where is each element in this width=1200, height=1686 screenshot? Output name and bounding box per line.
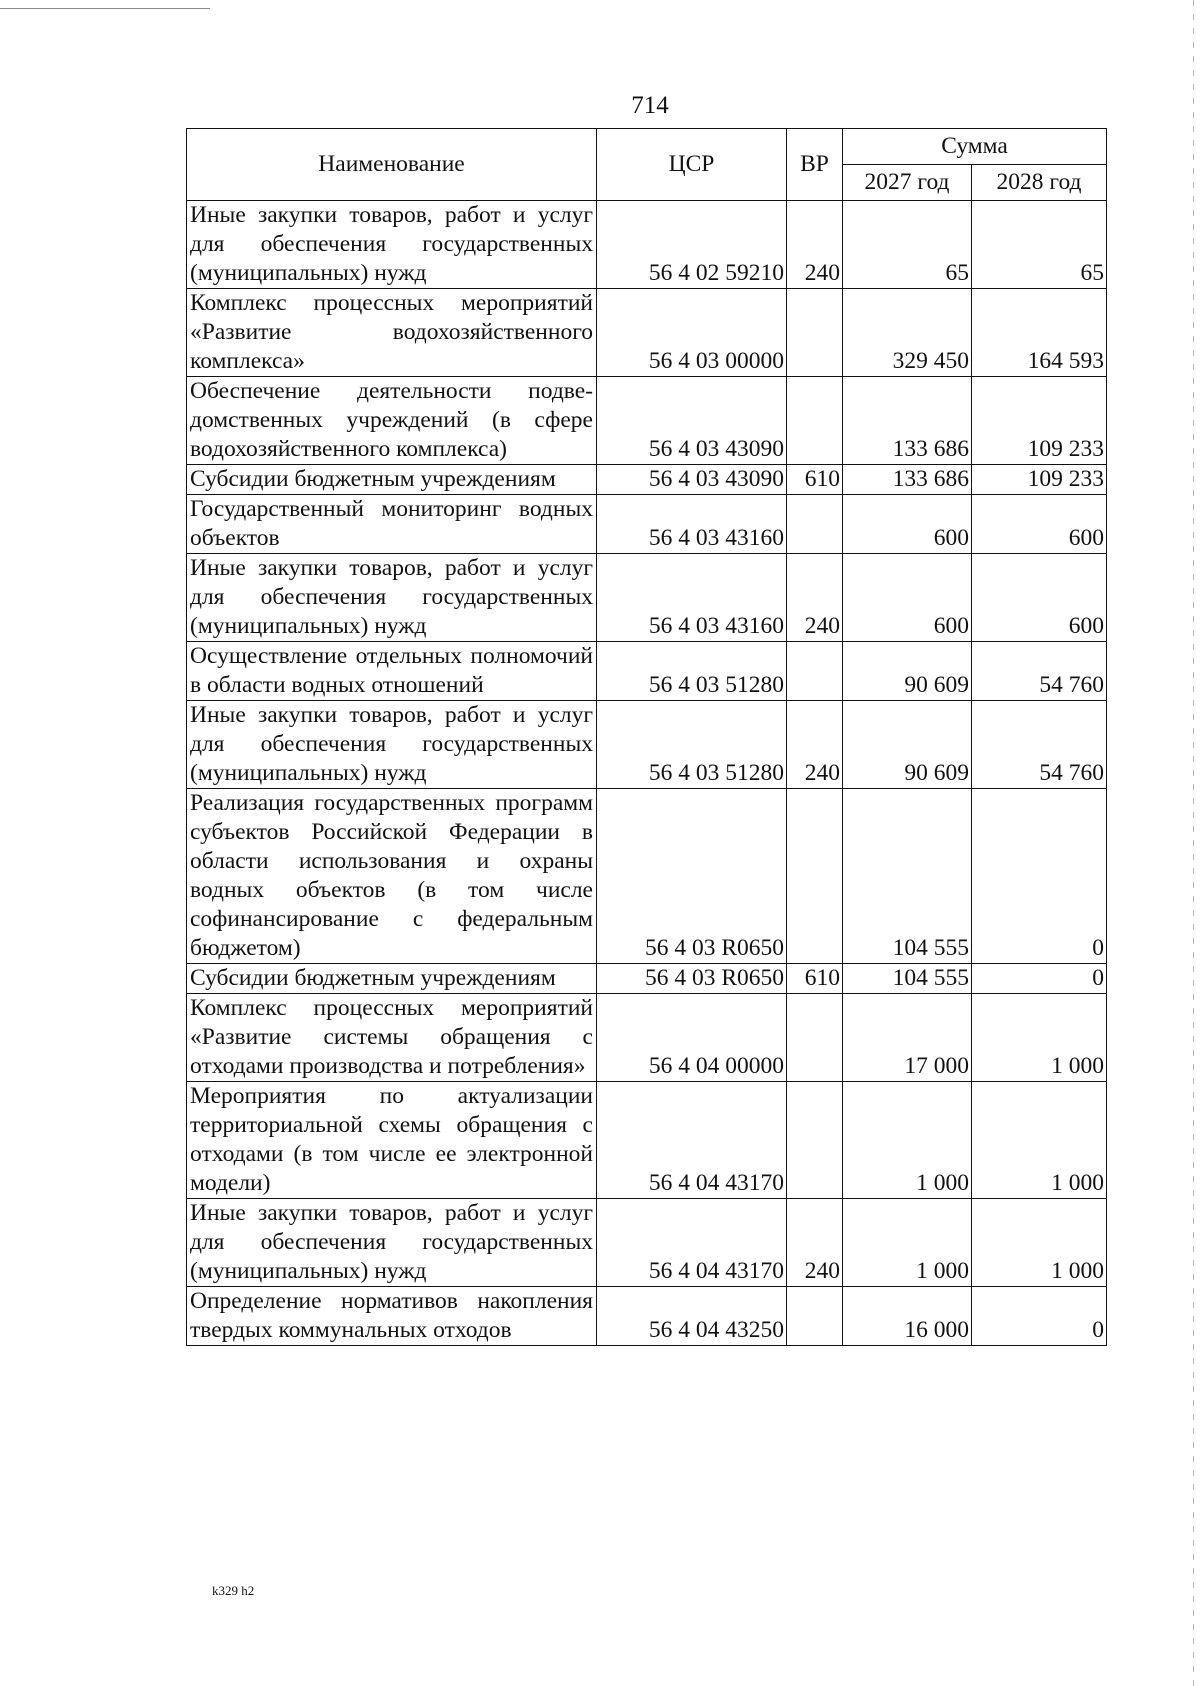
row-vr <box>787 642 843 701</box>
row-sum-2027: 1 000 <box>843 1199 972 1287</box>
row-sum-2028: 109 233 <box>972 377 1107 465</box>
row-sum-2027: 133 686 <box>843 377 972 465</box>
row-csr: 56 4 03 51280 <box>597 642 787 701</box>
header-sum: Сумма <box>843 129 1107 165</box>
row-vr: 610 <box>787 465 843 495</box>
row-vr <box>787 377 843 465</box>
table-row <box>187 377 1107 465</box>
table-body <box>187 201 1107 1346</box>
row-sum-2027: 104 555 <box>843 964 972 994</box>
scan-right-edge <box>1193 0 1194 1686</box>
table-row <box>187 1287 1107 1346</box>
row-vr: 240 <box>787 201 843 289</box>
row-name: Осуществление отдельных полномочий в области водных отношений <box>187 642 597 701</box>
row-sum-2028: 600 <box>972 554 1107 642</box>
row-csr: 56 4 04 43170 <box>597 1082 787 1199</box>
row-name: Государственный мониторинг водных объектов <box>187 495 597 554</box>
row-sum-2027: 90 609 <box>843 642 972 701</box>
row-sum-2028: 600 <box>972 495 1107 554</box>
table-row <box>187 1082 1107 1199</box>
table-row <box>187 289 1107 377</box>
row-vr <box>787 789 843 964</box>
row-sum-2028: 1 000 <box>972 1082 1107 1199</box>
header-vr: ВР <box>787 129 843 201</box>
scan-edge-line <box>0 8 210 9</box>
row-name: Субсидии бюджетным учреждениям <box>187 964 597 994</box>
row-vr: 240 <box>787 701 843 789</box>
row-csr: 56 4 03 43090 <box>597 377 787 465</box>
row-vr <box>787 495 843 554</box>
row-sum-2028: 164 593 <box>972 289 1107 377</box>
row-name: Реализация государственных программ субъектов Российской Федерации в области использования и охраны водных объектов (в том числе софинансирование с федеральным бюджетом) <box>187 789 597 964</box>
row-name: Иные закупки товаров, работ и услуг для обеспечения государственных (муниципальных) нужд <box>187 1199 597 1287</box>
row-sum-2027: 1 000 <box>843 1082 972 1199</box>
row-sum-2027: 17 000 <box>843 994 972 1082</box>
row-vr <box>787 1082 843 1199</box>
footer-code: k329 h2 <box>212 1583 255 1598</box>
row-sum-2027: 133 686 <box>843 465 972 495</box>
row-csr: 56 4 03 43160 <box>597 495 787 554</box>
page-number: 714 <box>631 92 669 119</box>
table-row <box>187 964 1107 994</box>
table-header <box>187 129 1107 201</box>
row-csr: 56 4 04 43250 <box>597 1287 787 1346</box>
row-csr: 56 4 03 R0650 <box>597 964 787 994</box>
row-vr: 240 <box>787 554 843 642</box>
table-row <box>187 701 1107 789</box>
row-csr: 56 4 02 59210 <box>597 201 787 289</box>
row-name: Субсидии бюджетным учреждениям <box>187 465 597 495</box>
row-sum-2028: 0 <box>972 1287 1107 1346</box>
table-row <box>187 642 1107 701</box>
table-row <box>187 994 1107 1082</box>
row-vr <box>787 1287 843 1346</box>
row-csr: 56 4 03 51280 <box>597 701 787 789</box>
row-sum-2028: 65 <box>972 201 1107 289</box>
row-name: Обеспечение деятельности подведомственных учреждений (в сфере водохозяйственного комплекса) <box>187 377 597 465</box>
header-name: Наименование <box>187 129 597 201</box>
row-sum-2028: 1 000 <box>972 1199 1107 1287</box>
row-csr: 56 4 04 43170 <box>597 1199 787 1287</box>
row-name: Иные закупки товаров, работ и услуг для обеспечения государственных (муниципальных) нужд <box>187 201 597 289</box>
row-sum-2027: 600 <box>843 495 972 554</box>
table-row <box>187 495 1107 554</box>
row-csr: 56 4 03 00000 <box>597 289 787 377</box>
row-sum-2028: 54 760 <box>972 642 1107 701</box>
row-name: Комплекс процессных мероприятий «Развитие системы обращения с отходами производства и потребления» <box>187 994 597 1082</box>
row-name: Комплекс процессных мероприятий «Развитие водохозяйственного комплекса» <box>187 289 597 377</box>
row-sum-2027: 65 <box>843 201 972 289</box>
table-row <box>187 1199 1107 1287</box>
row-vr: 610 <box>787 964 843 994</box>
header-csr: ЦСР <box>597 129 787 201</box>
row-name: Иные закупки товаров, работ и услуг для обеспечения государственных (муниципальных) нужд <box>187 554 597 642</box>
table-row <box>187 465 1107 495</box>
row-sum-2028: 54 760 <box>972 701 1107 789</box>
row-csr: 56 4 03 43090 <box>597 465 787 495</box>
row-csr: 56 4 03 43160 <box>597 554 787 642</box>
row-vr <box>787 289 843 377</box>
row-csr: 56 4 03 R0650 <box>597 789 787 964</box>
row-vr <box>787 994 843 1082</box>
header-year-2027: 2027 год <box>843 165 972 201</box>
row-sum-2028: 1 000 <box>972 994 1107 1082</box>
row-name: Мероприятия по актуализации территориальной схемы обращения с отходами (в том числе ее электронной модели) <box>187 1082 597 1199</box>
row-name: Иные закупки товаров, работ и услуг для обеспечения государственных (муниципальных) нужд <box>187 701 597 789</box>
row-sum-2028: 0 <box>972 789 1107 964</box>
table-row <box>187 789 1107 964</box>
table-row <box>187 201 1107 289</box>
budget-table <box>186 128 1107 1346</box>
row-sum-2027: 329 450 <box>843 289 972 377</box>
row-vr: 240 <box>787 1199 843 1287</box>
header-year-2028: 2028 год <box>972 165 1107 201</box>
table-row <box>187 554 1107 642</box>
row-sum-2027: 16 000 <box>843 1287 972 1346</box>
row-sum-2028: 109 233 <box>972 465 1107 495</box>
row-name: Определение нормативов накопления твердых коммунальных отходов <box>187 1287 597 1346</box>
row-sum-2027: 104 555 <box>843 789 972 964</box>
row-sum-2027: 600 <box>843 554 972 642</box>
row-sum-2028: 0 <box>972 964 1107 994</box>
row-csr: 56 4 04 00000 <box>597 994 787 1082</box>
row-sum-2027: 90 609 <box>843 701 972 789</box>
